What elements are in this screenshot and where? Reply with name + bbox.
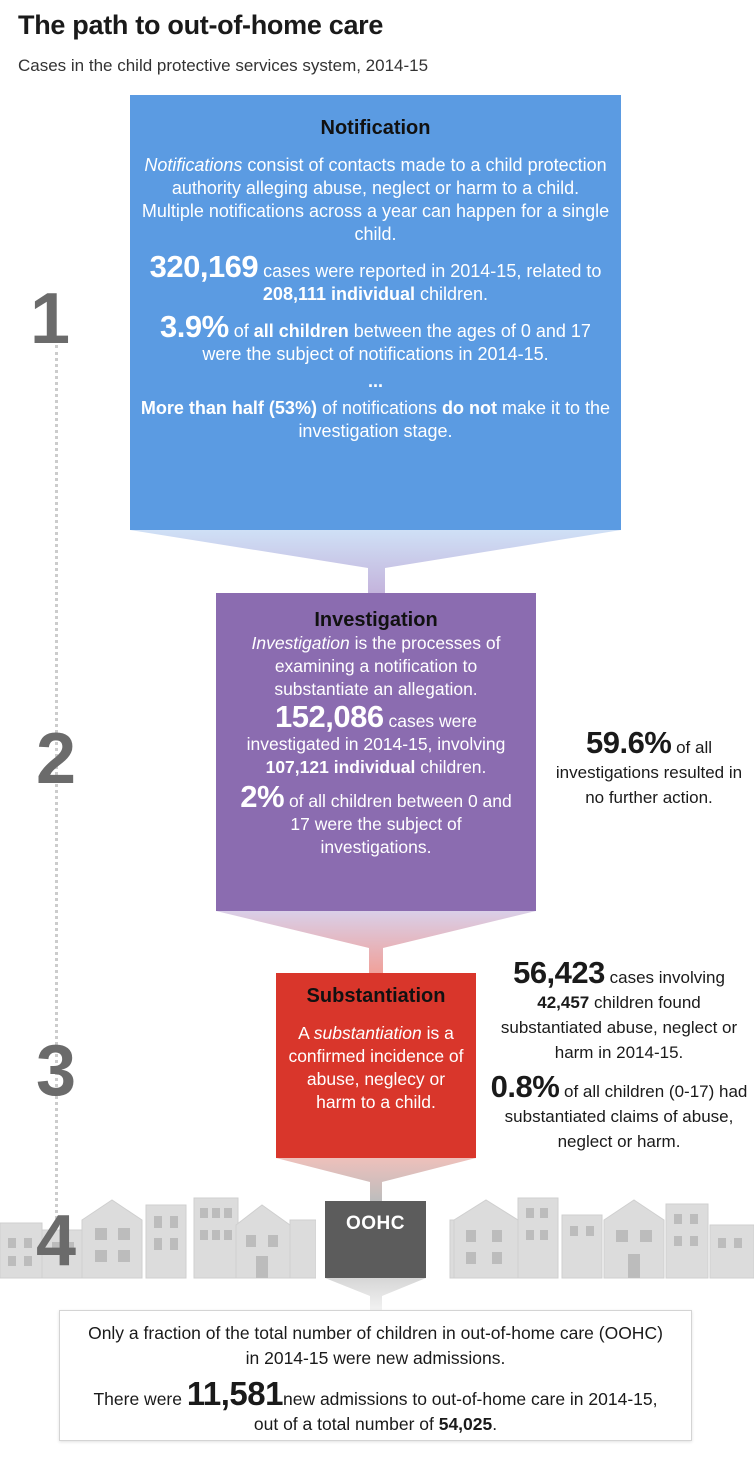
notification-box <box>130 95 621 530</box>
investigation-percent-stat: 2% of all children between 0 and 17 were the subject of investigations. <box>240 779 512 857</box>
notification-percent-stat: 3.9% of all children between the ages of 0 and 17 were the subject of notifications in 2014-15. <box>160 309 591 364</box>
substantiation-percent-stat: 0.8% of all children (0-17) had substantiated claims of abuse, neglect or harm. <box>490 1069 748 1151</box>
notification-heading: Notification <box>320 117 431 139</box>
page-title: The path to out-of-home care <box>18 10 384 40</box>
connector-notification-investigation <box>130 530 621 593</box>
final-summary-box <box>59 1310 692 1441</box>
notification-cases-stat: 320,169 cases were reported in 2014-15, related to 208,111 individual children. <box>149 249 602 304</box>
investigation-no-action-stat: 59.6% of all investigations resulted in no further action. <box>555 725 743 807</box>
investigation-cases-stat: 152,086 cases were investigated in 2014-15, involving 107,121 individual children. <box>246 699 506 777</box>
investigation-description: Investigation is the processes of examining a notification to substantiate an allegation. <box>251 633 501 699</box>
substantiation-box <box>276 973 476 1158</box>
step-number-2: 2 <box>35 719 77 799</box>
notification-ellipsis: ... <box>367 371 383 391</box>
notification-description: Notifications consist of contacts made to a child protection authority alleging abuse, neglect or harm to a child. Multiple notifications across a year can happen for a single child. <box>141 155 610 244</box>
notification-more-than-half: More than half (53%) of notifications do not make it to the investigation stage. <box>140 398 611 441</box>
investigation-box <box>216 593 536 911</box>
substantiation-description: A substantiation is a confirmed incidence of abuse, neglecy or harm to a child. <box>288 1023 464 1112</box>
substantiation-cases-stat: 56,423 cases involving 42,457 children found substantiated abuse, neglect or harm in 2014-15. <box>500 955 738 1062</box>
step-number-4: 4 <box>35 1201 77 1281</box>
oohc-box: OOHC <box>325 1201 426 1278</box>
houses-illustration-right <box>440 1190 754 1280</box>
final-intro-text: Only a fraction of the total number of children in out-of-home care (OOHC) in 2014-15 were new admissions. <box>88 1323 663 1368</box>
page-subtitle: Cases in the child protective services system, 2014-15 <box>18 56 429 75</box>
substantiation-heading: Substantiation <box>306 985 446 1007</box>
step-number-3: 3 <box>35 1031 77 1111</box>
connector-oohc-final <box>325 1278 426 1310</box>
investigation-heading: Investigation <box>314 609 438 631</box>
step-number-1: 1 <box>29 279 71 359</box>
final-admissions-stat: There were 11,581new admissions to out-of-home care in 2014-15, out of a total number of 54,025. <box>93 1375 658 1434</box>
